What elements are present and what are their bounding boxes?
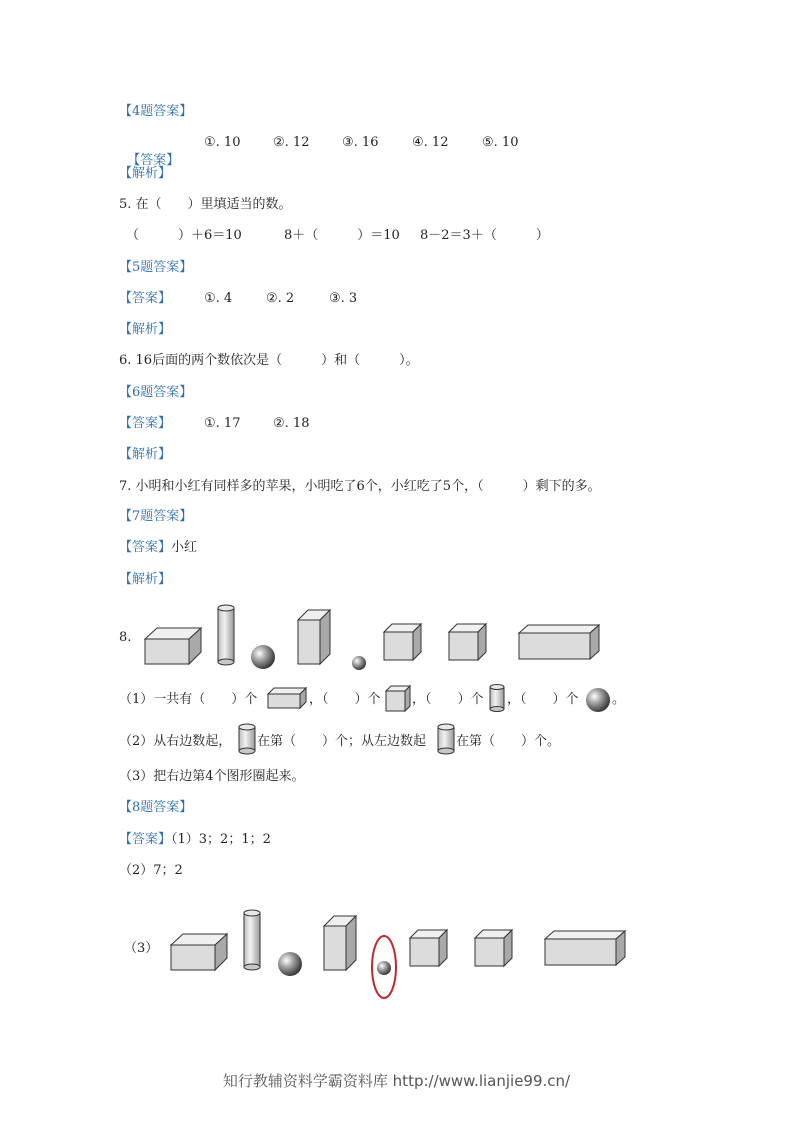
q6-header: 【6题答案】 [119,385,193,400]
q4-answer-4: ④. 12 [412,135,449,150]
cuboid-icon [268,688,308,710]
q5-equation-2: 8＋（ ）＝10 [284,228,400,243]
cylinder-icon-2 [238,724,258,756]
q8-answer-tag: 【答案】 [119,832,172,847]
long-cuboid-shape-1 [519,625,601,661]
q6-question: 6. 16后面的两个数依次是（ ）和（ ）。 [119,353,419,368]
tall-cuboid-shape-1 [298,610,332,666]
cube-shape-2 [449,624,489,662]
q8-part2-prefix: （2）从右边数起， [119,734,232,749]
ball-shape-small-2 [376,960,392,976]
q4-header: 【4题答案】 [119,104,193,119]
cuboid-shape-2 [171,934,229,972]
cuboid-shape-1 [145,628,203,666]
q8-part1-sep3: ，（ ）个 [507,692,579,707]
long-cuboid-shape-2 [545,931,627,967]
cylinder-shape-2 [243,909,263,971]
q6-answer-2: ②. 18 [273,416,310,431]
tall-cuboid-shape-2 [324,916,358,972]
q8-number: 8. [119,630,132,645]
q8-part2-end: 在第（ ）个。 [456,734,561,749]
q8-answer-line1 [119,831,271,849]
q5-answer-3: ③. 3 [329,291,358,306]
q7-header: 【7题答案】 [119,509,193,524]
q7-answer: 小红 [171,540,198,555]
cylinder-icon-3 [437,724,457,756]
cylinder-shape-1 [217,604,237,666]
q6-analysis-tag: 【解析】 [119,447,172,462]
q8-answer-part3-label: （3） [124,941,159,956]
q8-part2-mid: 在第（ ）个；从左边数起 [257,734,427,749]
q7-analysis-tag: 【解析】 [119,572,172,587]
q5-answer-2: ②. 2 [266,291,295,306]
ball-shape-small-1 [351,655,367,671]
cube-shape-4 [475,930,515,968]
q6-answer-1: ①. 17 [204,416,241,431]
ball-shape-large-1 [250,644,276,670]
footer-watermark: 知行教辅资料学霸资料库 http://www.lianjie99.cn/ [222,1072,571,1090]
q8-part1-end: 。 [612,692,626,707]
q4-answer-5: ⑤. 10 [482,135,519,150]
q4-analysis-tag: 【解析】 [119,166,172,181]
q7-answer-tag: 【答案】 [119,540,172,555]
q6-answer-tag: 【答案】 [119,416,172,431]
q5-header: 【5题答案】 [119,260,193,275]
q5-answer-1: ①. 4 [204,291,233,306]
cube-shape-1 [384,624,424,662]
q4-answer-2: ②. 12 [273,135,310,150]
cube-icon [386,686,412,712]
q8-part1-sep1: ，（ ）个 [309,692,381,707]
cube-shape-3 [410,930,450,968]
q8-answer-1: （1）3；2；1；2 [171,832,271,847]
q8-part1-sep2: ，（ ）个 [412,692,484,707]
ball-icon [585,687,611,713]
q8-part1-prefix: （1）一共有（ ）个 [119,692,258,707]
q4-answer-1: ①. 10 [204,135,241,150]
q4-answer-3: ③. 16 [342,135,379,150]
q8-header: 【8题答案】 [119,800,193,815]
q8-part3: （3）把右边第4个图形圈起来。 [119,769,305,784]
q7-answer-line [119,539,197,557]
q5-equation-3: 8－2＝3＋（ ） [420,228,549,243]
ball-shape-large-2 [277,951,303,977]
q4-answer-tag: 【答案】 [127,153,180,168]
q5-equation-1: （ ）＋6＝10 [126,228,242,243]
q8-answer-line2: （2）7；2 [119,863,183,878]
q5-analysis-tag: 【解析】 [119,322,172,337]
q5-answer-tag: 【答案】 [119,291,172,306]
q5-question: 5. 在（ ）里填适当的数。 [119,197,292,212]
q7-question: 7. 小明和小红有同样多的苹果，小明吃了6个，小红吃了5个，（ ）剩下的多。 [119,479,601,494]
cylinder-icon [489,684,507,714]
